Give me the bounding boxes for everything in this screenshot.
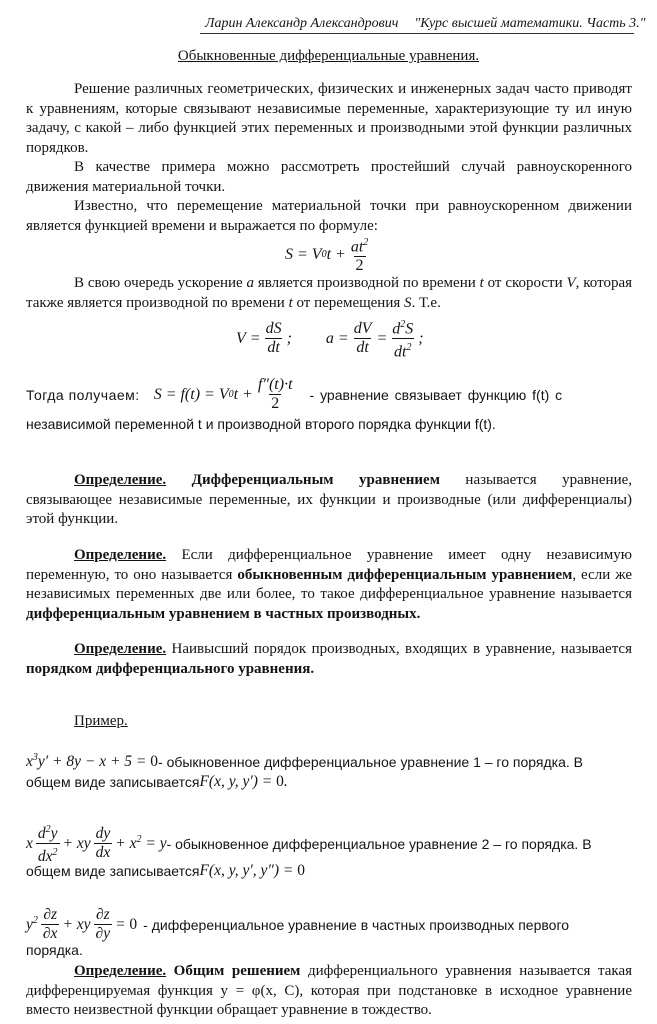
- running-header: [205, 16, 646, 32]
- definition-general-solution: Определение. Общим решением дифференциального уравнения называется такая дифференцируемая функция y = φ(x, C), которая при подстановке в исходное уравнение вместо неизвестной функции обращает уравнение в тождество.: [26, 963, 632, 1018]
- example-2: x $\frac{d^2y}{dx^2}$ + xy $\frac{dy}{dx}$ + $x^2 = y$ - обыкновенное дифференциальное уравнение 2 – го порядка. В: [26, 824, 592, 866]
- paragraph-then: Тогда получаем: S = f(t) = V 0 t + $\frac{f''(t)\cdot t}{2}$ - уравнение связывает функцию f(t) с: [26, 376, 563, 412]
- formula-derivatives: V = $\frac{dS}{dt}$ ; a = $\frac{dV}{dt}$ = $\frac{d^2S}{dt^2}$ ;: [236, 319, 424, 361]
- example-2-general: общем виде записывается F(x, y, y′, y″) = 0: [26, 862, 305, 879]
- example-3: $y^2$ $\frac{\partial z}{\partial x}$ + xy $\frac{\partial z}{\partial y}$ = 0 - дифференциальное уравнение в частных производных первого: [26, 906, 570, 942]
- page-title: Обыкновенные дифференциальные уравнения.: [177, 48, 480, 64]
- paragraph-acceleration: В свою очередь ускорение a является производной по времени t от скорости V, которая также является производной по времени t от перемещения S. Т.е.: [26, 275, 632, 311]
- paragraph-intro: Решение различных геометрических, физических и инженерных задач часто приводят к уравнениям, которые связывают независимые переменные, характеризующие ту ил иную задачу, с какой – либо функцией этих переменных и производными этой функции различных порядков.: [26, 81, 632, 156]
- header-author: Ларин Александр Александрович: [205, 16, 399, 31]
- definition-order: Определение. Наивысший порядок производных, входящих в уравнение, называется порядком дифференциального уравнения.: [26, 641, 632, 677]
- example-1: $x^3y' + 8y - x + 5 = 0$ - обыкновенное дифференциальное уравнение 1 – го порядка. В: [26, 752, 583, 771]
- paragraph-then-cont: независимой переменной t и производной второго порядка функции f(t).: [26, 416, 496, 432]
- example-1-general: общем виде записывается F(x, y, y′) = 0.: [26, 773, 288, 790]
- paragraph-example: В качестве примера можно рассмотреть простейший случай равноускоренного движения материальной точки.: [26, 159, 632, 195]
- definition-differential-equation: Определение. Дифференциальным уравнением называется уравнение, связывающее независимые переменные, их функции и производные (или дифференциалы) этой функции.: [26, 472, 633, 527]
- header-rule: [200, 33, 634, 34]
- example-3-order: порядка.: [26, 942, 83, 958]
- example-heading: Пример.: [74, 713, 128, 729]
- paragraph-known: Известно, что перемещение материальной точки при равноускоренном движении является функцией времени и выражается по формуле:: [26, 198, 632, 234]
- header-book: "Курс высшей математики. Часть 3.": [414, 16, 646, 31]
- definition-ordinary: Определение. Если дифференциальное уравнение имеет одну независимую переменную, то оно называется обыкновенным дифференциальным уравнением, если же независимых переменных две или более, то такое дифференциальное уравнение называется дифференциальным уравнением в частных производных.: [26, 547, 633, 622]
- formula-motion: S = V 0 t + $\frac{at^2}{2}$: [285, 237, 369, 275]
